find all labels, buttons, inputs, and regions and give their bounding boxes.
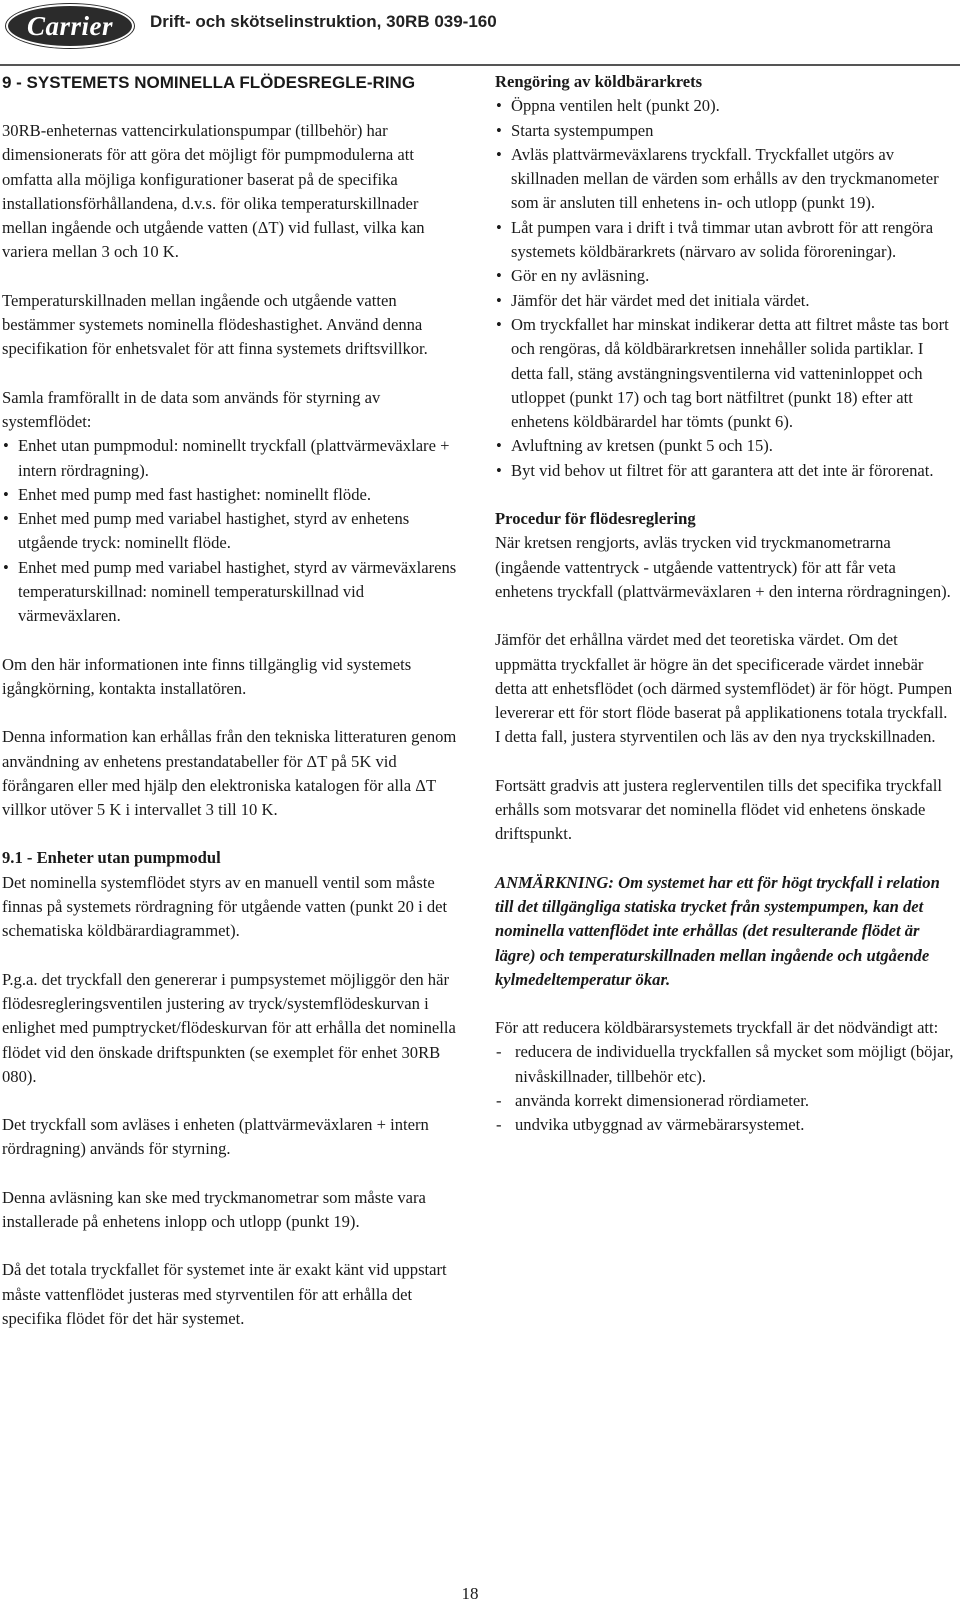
paragraph: Fortsätt gradvis att justera reglerventilen tills det specifika tryckfall erhålls som motsvarar det nominella flödet vid enhetens önskade driftspunkt.: [495, 775, 942, 844]
reduction-list: [495, 1040, 955, 1137]
procedure-heading: Procedur för flödesreglering: [495, 509, 696, 529]
cleaning-steps-list: [495, 94, 955, 483]
list-item: • Avluftning av kretsen (punkt 5 och 15).: [495, 434, 955, 458]
list-item: • Om tryckfallet har minskat indikerar detta att filtret måste tas bort och rengöras, då köldbärarkretsen innehåller solida partiklar. I detta fall, stäng avstängningsventilerna vid vatteninloppet och utloppet (punkt 17) och tag bort nätfiltret (punkt 18) efter att enhetens köldbärardel har tömts (punkt 6).: [495, 313, 955, 434]
list-item: • Byt vid behov ut filtret för att garantera att det inte är förorenat.: [495, 459, 955, 483]
data-bullet-list: [2, 434, 466, 628]
list-item: • Avläs plattvärmeväxlarens tryckfall. Tryckfallet utgörs av skillnaden mellan de värden som erhålls av den tryckmanometer som är ansluten till enhetens in- och utlopp (punkt 19).: [495, 143, 955, 216]
list-item: • Enhet med pump med variabel hastighet, styrd av enhetens utgående tryck: nominellt flöde.: [2, 507, 466, 556]
paragraph: Jämför det erhållna värdet med det teoretiska värdet. Om det uppmätta tryckfallet är högre än det specificerade värdet innebär detta att enhetsflödet (och därmed systemflödet) är för högt. Pumpen levererar ett för stort flöde baserat på applikationens totala tryckfall. I detta fall, justera styrventilen och läs av den nya tryckskillnaden.: [495, 630, 953, 747]
page-header: [0, 0, 960, 56]
paragraph: Denna information kan erhållas från den tekniska litteraturen genom användning av enhetens prestandatabeller för ΔT på 5K vid förångaren eller med hjälp den elektroniska katalogen för alla ΔT villkor utöver 5 K i intervallet 3 till 10 K.: [2, 727, 457, 820]
paragraph: Denna avläsning kan ske med tryckmanometrar som måste vara installerade på enhetens inlopp och utlopp (punkt 19).: [2, 1187, 426, 1231]
right-column: [495, 70, 955, 1162]
list-item: - använda korrekt dimensionerad rördiameter.: [495, 1089, 955, 1113]
list-item: • Enhet utan pumpmodul: nominellt tryckfall (plattvärmeväxlare + intern rördragning).: [2, 434, 466, 483]
paragraph: Temperaturskillnaden mellan ingående och utgående vatten bestämmer systemets nominella flödeshastighet. Använd denna specifikation för enhetsvalet för att finna systemets driftsvillkor.: [2, 290, 428, 359]
cleaning-heading: Rengöring av köldbärarkrets: [495, 72, 703, 91]
page-number: 18: [461, 1584, 479, 1603]
section-title: 9 - SYSTEMETS NOMINELLA FLÖDESREGLE-RING: [2, 73, 416, 92]
carrier-logo: [6, 4, 134, 48]
list-item: • Öppna ventilen helt (punkt 20).: [495, 94, 955, 118]
paragraph: Då det totala tryckfallet för systemet inte är exakt känt vid uppstart måste vattenflödet justeras med styrventilen för att erhålla det specifika flödet för det här systemet.: [2, 1260, 447, 1328]
header-rule: [0, 64, 960, 66]
list-item: • Jämför det här värdet med det initiala värdet.: [495, 289, 955, 313]
logo-text: Carrier: [26, 10, 114, 41]
paragraph: När kretsen rengjorts, avläs trycken vid tryckmanometrarna (ingående vattentryck - utgående vattentryck) för att får veta enhetens tryckfall (plattvärmeväxlaren + den interna rördragningen).: [495, 533, 951, 601]
list-item: - reducera de individuella tryckfallen så mycket som möjligt (böjar, nivåskillnader, tillbehör etc).: [495, 1040, 955, 1089]
list-item: • Gör en ny avläsning.: [495, 264, 955, 288]
paragraph: Det nominella systemflödet styrs av en manuell ventil som måste finnas på systemets rördragning för utgående vatten (punkt 20 i det schematiska köldbärardiagrammet).: [2, 872, 448, 941]
paragraph: Det tryckfall som avläses i enheten (plattvärmeväxlaren + intern rördragning) används för styrning.: [2, 1115, 429, 1159]
paragraph: P.g.a. det tryckfall den genererar i pumpsystemet möjliggör den här flödesregleringsventilen justering av tryck/systemflödeskurvan i enlighet med pumptrycket/flödeskurvan för att erhålla det nominella flödet vid den önskade driftspunkten (se exemplet för enhet 30RB 080).: [2, 969, 456, 1086]
list-item: • Enhet med pump med fast hastighet: nominellt flöde.: [2, 483, 466, 507]
paragraph: Samla framförallt in de data som används för styrning av systemflödet:: [2, 387, 381, 431]
document-title: Drift- och skötselinstruktion, 30RB 039-160: [150, 12, 497, 31]
list-item: • Enhet med pump med variabel hastighet, styrd av värmeväxlarens temperaturskillnad: nominell temperaturskillnad vid värmeväxlaren.: [2, 556, 466, 629]
left-column: [2, 70, 466, 1355]
list-item: • Låt pumpen vara i drift i två timmar utan avbrott för att rengöra systemets köldbärarkrets (närvaro av solida föroreningar).: [495, 216, 955, 265]
list-item: - undvika utbyggnad av värmebärarsystemet.: [495, 1113, 955, 1137]
list-item: • Starta systempumpen: [495, 119, 955, 143]
note-paragraph: ANMÄRKNING: Om systemet har ett för högt tryckfall i relation till det tillgängliga statiska trycket från systempumpen, kan det nominella vattenflödet inte erhållas (det resulterande flödet är lägre) och temperaturskillnaden mellan ingående och utgående kylmedeltemperatur ökar.: [495, 872, 940, 989]
paragraph: För att reducera köldbärarsystemets tryckfall är det nödvändigt att:: [495, 1018, 939, 1038]
paragraph: 30RB-enheternas vattencirkulationspumpar (tillbehör) har dimensionerats för att göra det möjligt för pumpmodulerna att omfatta alla möjliga konfigurationer baserat på de specifika installationsförhållandena, d.v.s. för olika temperaturskillnader mellan ingående och utgående vatten (ΔT) vid fullast, vilka kan variera mellan 3 och 10 K.: [2, 121, 425, 262]
subsection-heading: 9.1 - Enheter utan pumpmodul: [2, 848, 221, 868]
paragraph: Om den här informationen inte finns tillgänglig vid systemets igångkörning, kontakta installatören.: [2, 654, 412, 698]
